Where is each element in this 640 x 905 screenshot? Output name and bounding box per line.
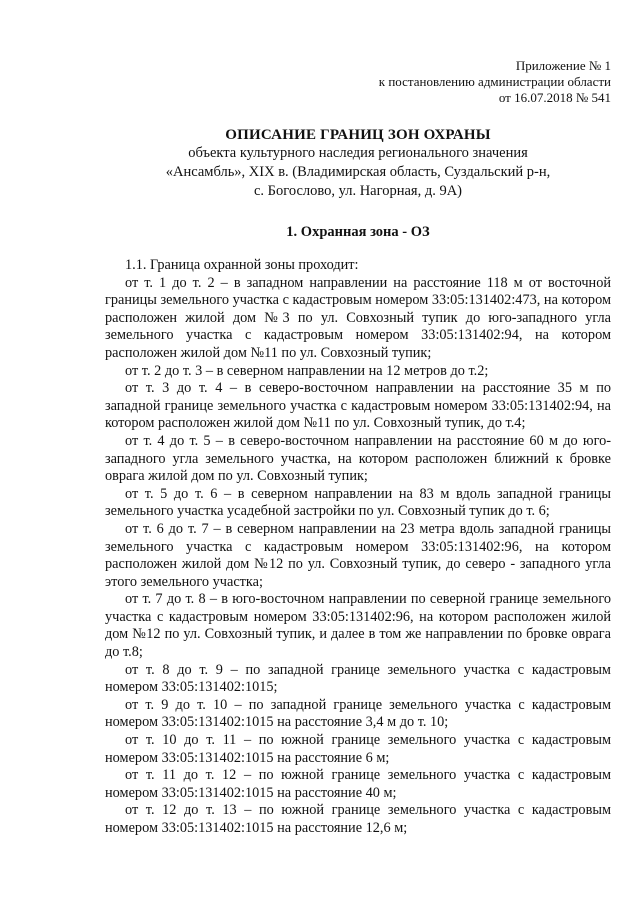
paragraph-point-12-13: от т. 12 до т. 13 – по южной границе земельного участка с кадастровым номером 33:05:131402:1015 на расстояние 12,6 м; bbox=[105, 802, 611, 836]
paragraph-point-9-10: от т. 9 до т. 10 – по западной границе земельного участка с кадастровым номером 33:05:131402:1015 на расстояние 3,4 м до т. 10; bbox=[105, 696, 611, 731]
title-subline-2: «Ансамбль», XIX в. (Владимирская область, Суздальский р-н, bbox=[165, 164, 551, 180]
section-body bbox=[105, 257, 611, 838]
appendix-number: Приложение № 1 bbox=[515, 58, 611, 73]
document-title: ОПИСАНИЕ ГРАНИЦ ЗОН ОХРАНЫ bbox=[225, 127, 491, 143]
title-subline-3: с. Богослово, ул. Нагорная, д. 9А) bbox=[253, 183, 462, 199]
paragraph-intro: 1.1. Граница охранной зоны проходит: bbox=[125, 257, 359, 273]
section-heading: 1. Охранная зона - ОЗ bbox=[286, 224, 430, 240]
paragraph-point-10-11: от т. 10 до т. 11 – по южной границе земельного участка с кадастровым номером 33:05:131402:1015 на расстояние 6 м; bbox=[105, 732, 611, 766]
appendix-block bbox=[105, 58, 611, 106]
paragraph-point-3-4: от т. 3 до т. 4 – в северо-восточном направлении на расстояние 35 м по западной границе земельного участка с кадастровым номером 33:05:131402:94, на котором расположен жилой дом №11 по ул. Совхозный тупик, до т.4; bbox=[105, 380, 611, 432]
title-subline-1: объекта культурного наследия регионального значения bbox=[188, 145, 528, 161]
appendix-date: от 16.07.2018 № 541 bbox=[498, 90, 611, 105]
paragraph-point-11-12: от т. 11 до т. 12 – по южной границе земельного участка с кадастровым номером 33:05:131402:1015 на расстояние 40 м; bbox=[105, 767, 611, 801]
appendix-reference: к постановлению администрации области bbox=[378, 74, 611, 89]
paragraph-point-6-7: от т. 6 до т. 7 – в северном направлении на 23 метра вдоль западной границы земельного участка с кадастровым номером 33:05:131402:96, на котором расположен жилой дом №12 по ул. Совхозный тупик, до северо - западного угла этого земельного участка; bbox=[105, 520, 611, 590]
paragraph-point-8-9: от т. 8 до т. 9 – по западной границе земельного участка с кадастровым номером 33:05:131402:1015; bbox=[105, 661, 611, 696]
paragraph-point-4-5: от т. 4 до т. 5 – в северо-восточном направлении на расстояние 60 м до юго-западного угла земельного участка, на котором расположен ближний к бровке оврага жилой дом по ул. Совхозный тупик; bbox=[105, 432, 611, 485]
paragraph-point-1-2: от т. 1 до т. 2 – в западном направлении на расстояние 118 м от восточной границы земельного участка с кадастровым номером 33:05:131402:473, на котором расположен жилой дом №3 по ул. Совхозный тупик до юго-западного угла земельного участка с кадастровым номером 33:05:131402:94, на котором расположен жилой дом №11 по ул. Совхозный тупик; bbox=[105, 274, 611, 361]
paragraph-point-2-3: от т. 2 до т. 3 – в северном направлении на 12 метров до т.2; bbox=[125, 362, 489, 379]
paragraph-point-5-6: от т. 5 до т. 6 – в северном направлении на 83 м вдоль западной границы земельного участка усадебной застройки по ул. Совхозный тупик до т. 6; bbox=[105, 485, 611, 520]
title-block bbox=[105, 126, 611, 201]
paragraph-point-7-8: от т. 7 до т. 8 – в юго-восточном направлении по северной границе земельного участка с кадастровым номером 33:05:131402:96, на котором расположен жилой дом №12 по ул. Совхозный тупик, и далее в том же направлении по бровке оврага до т.8; bbox=[105, 591, 611, 661]
